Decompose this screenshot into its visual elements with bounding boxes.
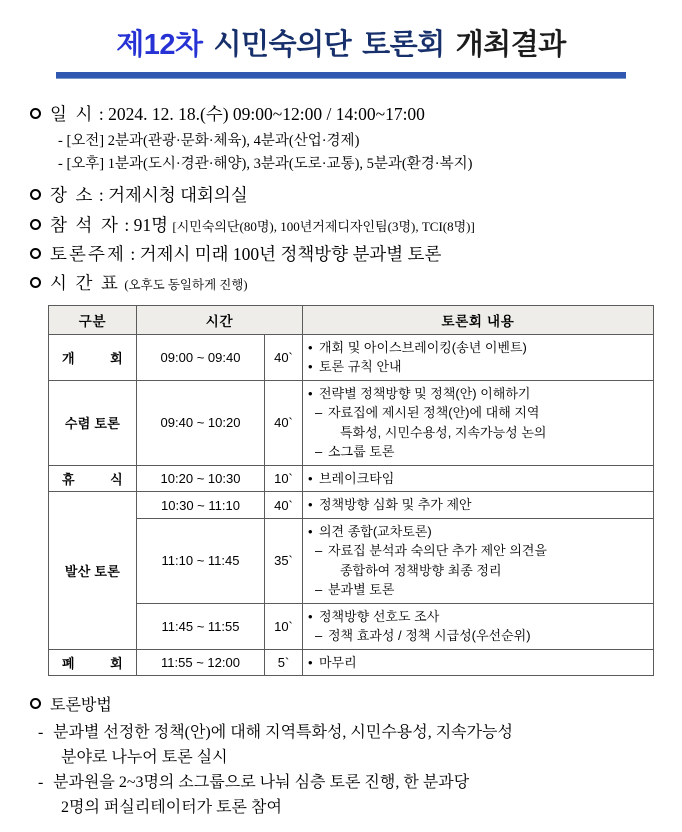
table-head <box>49 305 654 334</box>
content-line: • 브레이크타임 <box>308 469 648 489</box>
topic-sep: : <box>126 243 140 264</box>
content-line: – 자료집에 제시된 정책(안)에 대해 지역 <box>308 403 648 423</box>
circle-bullet-icon <box>30 219 41 230</box>
table-row <box>49 649 654 676</box>
cell-time: 11:55 ~ 12:00 <box>137 649 265 676</box>
topic-value: 거제시 미래 100년 정책방향 분과별 토론 <box>139 243 442 264</box>
datetime-value: 2024. 12. 18.(수) 09:00~12:00 / 14:00~17:00 <box>108 103 425 124</box>
circle-bullet-icon <box>30 248 41 259</box>
cell-content <box>303 518 654 603</box>
circle-bullet-icon <box>30 698 41 709</box>
cell-duration: 40` <box>265 334 303 380</box>
table-row <box>49 380 654 465</box>
title-underline-bar <box>56 72 626 79</box>
place-value: 거제시청 대회의실 <box>108 185 248 206</box>
content-line: • 토론 규칙 안내 <box>308 357 648 377</box>
content-line: • 개회 및 아이스브레이킹(송년 이벤트) <box>308 338 648 358</box>
title-part-result: 개최결과 <box>455 29 566 61</box>
cell-category: 발산 토론 <box>49 492 137 650</box>
method-item-2-text1: 분과원을 2~3명의 소그룹으로 나눠 심층 토론 진행, 한 분과당 <box>53 773 470 791</box>
method-item-1-line2: 분야로 나누어 토론 실시 <box>61 748 228 766</box>
title-part-event: 토론회 <box>362 29 445 61</box>
content-line: • 전략별 정책방향 및 정책(안) 이해하기 <box>308 384 648 404</box>
cell-duration: 10` <box>265 603 303 649</box>
content-line: • 마무리 <box>308 653 648 673</box>
title-part-org: 시민숙의단 <box>213 29 352 61</box>
datetime-sub-morning: - [오전] 2분과(관광·문화·체육), 4분과(산업·경제) <box>58 133 360 150</box>
document-header <box>0 0 682 79</box>
cell-content <box>303 649 654 676</box>
place-label: 장 소 <box>50 185 95 206</box>
cell-content <box>303 492 654 519</box>
cell-content <box>303 380 654 465</box>
cell-duration: 40` <box>265 380 303 465</box>
cell-time: 11:45 ~ 11:55 <box>137 603 265 649</box>
cell-category: 개 회 <box>49 334 137 380</box>
method-heading: 토론방법 <box>50 697 112 715</box>
column-header-content: 토론회 내용 <box>303 305 654 334</box>
cell-time: 11:10 ~ 11:45 <box>137 518 265 603</box>
datetime-label: 일 시 <box>50 103 95 124</box>
column-header-category: 구분 <box>49 305 137 334</box>
info-row-topic <box>30 241 652 268</box>
info-row-schedule-heading <box>30 270 652 297</box>
cell-time: 09:40 ~ 10:20 <box>137 380 265 465</box>
attendees-text <box>50 212 475 239</box>
method-section <box>0 676 682 820</box>
datetime-sep: : <box>94 103 109 124</box>
table-row <box>49 334 654 380</box>
cell-content <box>303 603 654 649</box>
method-item-2-line2: 2명의 퍼실리테이터가 토론 참여 <box>61 798 282 816</box>
content-line: – 정책 효과성 / 정책 시급성(우선순위) <box>308 626 648 646</box>
circle-bullet-icon <box>30 189 41 200</box>
cell-category: 수렴 토론 <box>49 380 137 465</box>
place-text <box>50 182 248 209</box>
content-line: • 정책방향 심화 및 추가 제안 <box>308 495 648 515</box>
attendees-breakdown: [시민숙의단(80명), 100년거제디자인팀(3명), TCI(8명)] <box>172 218 475 234</box>
info-row-attendees <box>30 212 652 239</box>
schedule-label: 시 간 표 <box>50 272 120 293</box>
method-item-1-text1: 분과별 선정한 정책(안)에 대해 지역특화성, 시민수용성, 지속가능성 <box>53 724 513 742</box>
content-line: 특화성, 시민수용성, 지속가능성 논의 <box>340 424 547 440</box>
info-row-place <box>30 182 652 209</box>
cell-duration: 10` <box>265 465 303 492</box>
table-row <box>49 518 654 603</box>
cell-time: 09:00 ~ 09:40 <box>137 334 265 380</box>
cell-content <box>303 465 654 492</box>
content-line: – 분과별 토론 <box>308 580 648 600</box>
attendees-count: 91명 <box>133 214 168 235</box>
method-item-2-line1: - 분과원을 2~3명의 소그룹으로 나눠 심층 토론 진행, 한 분과당 <box>38 773 470 791</box>
table-header-row <box>49 305 654 334</box>
datetime-sub-afternoon: - [오후] 1분과(도시·경관·해양), 3분과(도로·교통), 5분과(환경·복지) <box>58 156 473 173</box>
table-row <box>49 492 654 519</box>
topic-text <box>50 241 441 268</box>
circle-bullet-icon <box>30 277 41 288</box>
schedule-note: (오후도 동일하게 진행) <box>124 277 248 292</box>
cell-category: 휴 식 <box>49 465 137 492</box>
schedule-heading-text <box>50 270 248 297</box>
content-line: – 소그룹 토론 <box>308 442 648 462</box>
cell-duration: 5` <box>265 649 303 676</box>
schedule-table <box>48 305 654 677</box>
page-title <box>0 30 682 62</box>
cell-time: 10:30 ~ 11:10 <box>137 492 265 519</box>
cell-content <box>303 334 654 380</box>
place-sep: : <box>94 185 109 206</box>
method-heading-row <box>30 694 652 719</box>
datetime-text <box>50 101 425 128</box>
content-line: • 의견 종합(교차토론) <box>308 522 648 542</box>
content-line: – 자료집 분석과 숙의단 추가 제안 의견을 <box>308 541 648 561</box>
column-header-time: 시간 <box>137 305 303 334</box>
content-line: 종합하여 정책방향 최종 정리 <box>340 562 502 578</box>
cell-duration: 35` <box>265 518 303 603</box>
method-item-1-line1: - 분과별 선정한 정책(안)에 대해 지역특화성, 시민수용성, 지속가능성 <box>38 724 513 742</box>
title-part-round: 제12차 <box>116 29 203 61</box>
attendees-label: 참 석 자 <box>50 214 120 235</box>
cell-duration: 40` <box>265 492 303 519</box>
topic-label: 토론주제 <box>50 243 127 264</box>
table-row <box>49 465 654 492</box>
content-line: • 정책방향 선호도 조사 <box>308 607 648 627</box>
cell-category: 폐 회 <box>49 649 137 676</box>
cell-time: 10:20 ~ 10:30 <box>137 465 265 492</box>
info-row-datetime <box>30 101 652 128</box>
circle-bullet-icon <box>30 108 41 119</box>
schedule-table-container <box>0 299 682 677</box>
attendees-sep: : <box>119 214 134 235</box>
table-row <box>49 603 654 649</box>
info-section <box>0 79 682 297</box>
table-body <box>49 334 654 676</box>
